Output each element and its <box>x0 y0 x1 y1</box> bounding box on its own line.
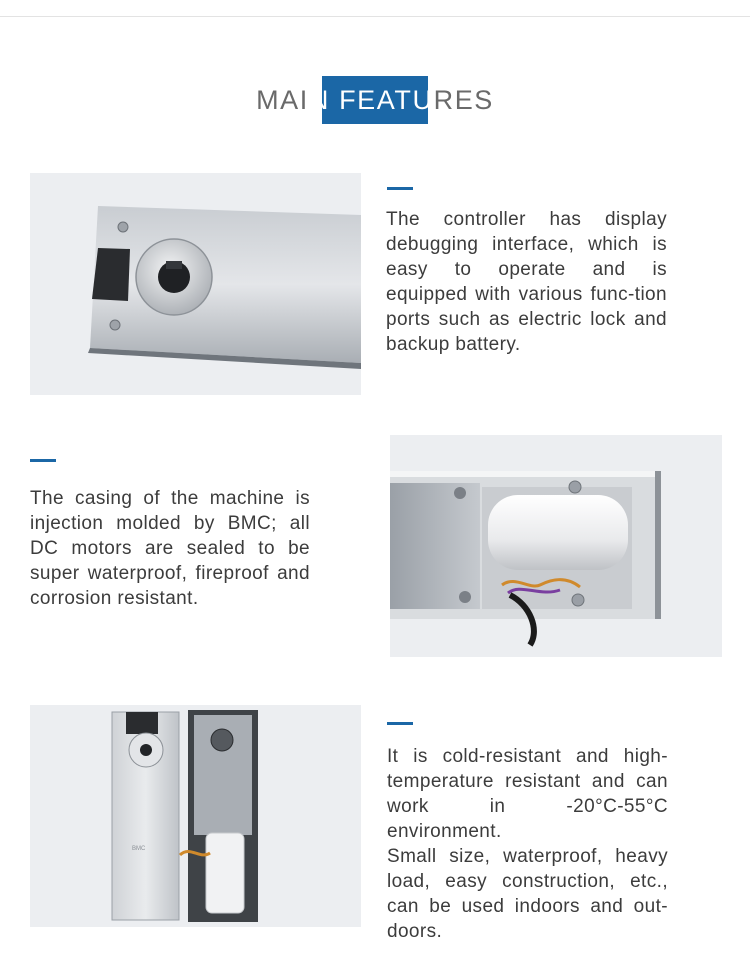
top-divider <box>0 16 750 17</box>
feature-2-paragraph: The casing of the machine is injection molded by BMC; all DC motors are sealed to be super waterproof, fireproof and corrosion resistant. <box>30 488 310 609</box>
heading-part-2: RES <box>433 85 494 115</box>
svg-text:BMC: BMC <box>132 846 146 852</box>
heading-highlight: N FEATU <box>308 85 434 115</box>
feature-2-text <box>30 486 310 611</box>
feature-3-paragraph-1: It is cold-resistant and high-temperature resistant and can work in -20°C-55°C environment. <box>387 746 668 842</box>
feature-1-image <box>30 173 361 395</box>
heading-part-1: MAI <box>256 85 309 115</box>
section-heading <box>0 84 750 116</box>
feature-3-image <box>30 705 361 927</box>
feature-3-accent <box>387 722 413 725</box>
feature-1-paragraph: The controller has display debugging interface, which is easy to operate and is equipped with various func-tion ports such as electric lock and backup battery. <box>386 209 667 355</box>
feature-1-accent <box>387 187 413 190</box>
feature-1-text <box>386 207 667 357</box>
feature-3-text <box>387 744 668 944</box>
feature-3-paragraph-2: Small size, waterproof, heavy load, easy construction, etc., can be used indoors and out-doors. <box>387 846 668 942</box>
feature-2-image <box>390 435 722 657</box>
feature-2-accent <box>30 459 56 462</box>
